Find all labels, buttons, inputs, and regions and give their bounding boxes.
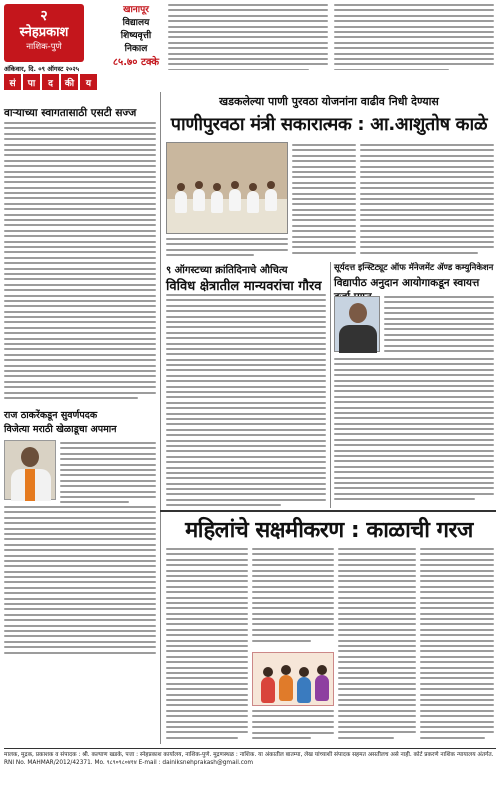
issue-date: अंकिवार, दि. ०९ ऑगस्ट २०२५ — [4, 65, 80, 73]
story-kicker: सूर्यदत्त इन्स्टिट्यूट ऑफ मॅनेजमेंट ॲण्ड कम्युनिकेशन — [334, 263, 494, 273]
story-body — [334, 358, 494, 506]
editorial-letter: य — [80, 74, 97, 90]
story-body — [166, 294, 326, 506]
header-notice — [108, 4, 164, 68]
story-kicker: ९ ऑगस्टच्या क्रांतिदिनाचे औचित्य — [166, 265, 288, 276]
imprint-line: मालक, मुद्रक, प्रकाशक व संपादक : श्री. कल्याण खडके, पत्ता : स्नेहप्रकाश कार्यालय, नाशिक-पुणे. मुद्रणस्थळ : नाशिक. या अंकातील बातम्या, लेख यांच्याशी संपादक सहमत असतीलच असे नाही. कोर्ट प्रकरणे नाशिक न्यायालय अंतर्गत. RNI No. MAHMAR/2012/42371. Mo. ९८९०९८०४१४ E-mail : dainiksnehprakash@gmail.com — [4, 752, 494, 766]
portrait-photo — [4, 440, 56, 500]
meeting-photo — [166, 142, 288, 234]
section-divider — [160, 510, 496, 512]
editorial-headline: वाऱ्याच्या स्वागतासाठी एसटी सज्ज — [4, 107, 137, 119]
story-subheadline: विजेत्या मराठी खेळाडूचा अपमान — [4, 424, 117, 435]
lead-headline: पाणीपुरवठा मंत्री सकारात्मक : आ.आशुतोष काळे — [170, 114, 488, 135]
notice-line: निकाल — [124, 44, 148, 54]
lead-kicker: खडकलेल्या पाणी पुरवठा योजनांना वाढीव निधी देण्यास — [219, 95, 439, 108]
notice-line: खानापूर — [123, 5, 149, 15]
editorial-body — [4, 122, 156, 404]
story-body — [384, 296, 494, 356]
story-headline: राज ठाकरेंकडून सुवर्णपदक — [4, 410, 98, 421]
portrait-photo — [334, 296, 380, 352]
lead-body — [360, 144, 494, 256]
photo-caption — [166, 238, 288, 258]
section-headline: महिलांचे सक्षमीकरण : काळाची गरज — [185, 518, 473, 543]
story-headline: विविध क्षेत्रातील मान्यवरांचा गौरव — [166, 279, 322, 294]
newspaper-name: स्नेहप्रकाश — [19, 25, 69, 40]
story-headline: विद्यापीठ अनुदान आयोगाकडून स्वायत्त — [334, 277, 480, 289]
column-divider — [330, 262, 331, 508]
editorial-letter: द — [42, 74, 59, 90]
edition-city: नाशिक-पुणे — [26, 42, 62, 52]
footer-divider — [4, 748, 496, 749]
story-body — [4, 506, 156, 654]
editorial-label — [4, 74, 156, 90]
header-news-column — [168, 4, 328, 70]
article-body — [166, 548, 248, 744]
article-body — [420, 548, 494, 744]
story-body — [60, 442, 156, 504]
column-divider — [160, 92, 161, 744]
notice-line: ८५.७० टक्के — [112, 57, 160, 68]
masthead-logo — [4, 4, 84, 62]
article-body — [252, 710, 334, 744]
article-body — [338, 548, 416, 744]
editorial-letter: पा — [23, 74, 40, 90]
women-illustration — [252, 652, 334, 706]
header-news-column — [334, 4, 494, 70]
editorial-letter: सं — [4, 74, 21, 90]
article-body — [252, 548, 334, 648]
notice-line: शिष्यवृत्ती — [120, 31, 152, 41]
notice-line: विद्यालय — [122, 18, 150, 28]
editorial-letter: की — [61, 74, 78, 90]
lead-body — [292, 144, 356, 256]
edition-number: २ — [40, 8, 48, 24]
